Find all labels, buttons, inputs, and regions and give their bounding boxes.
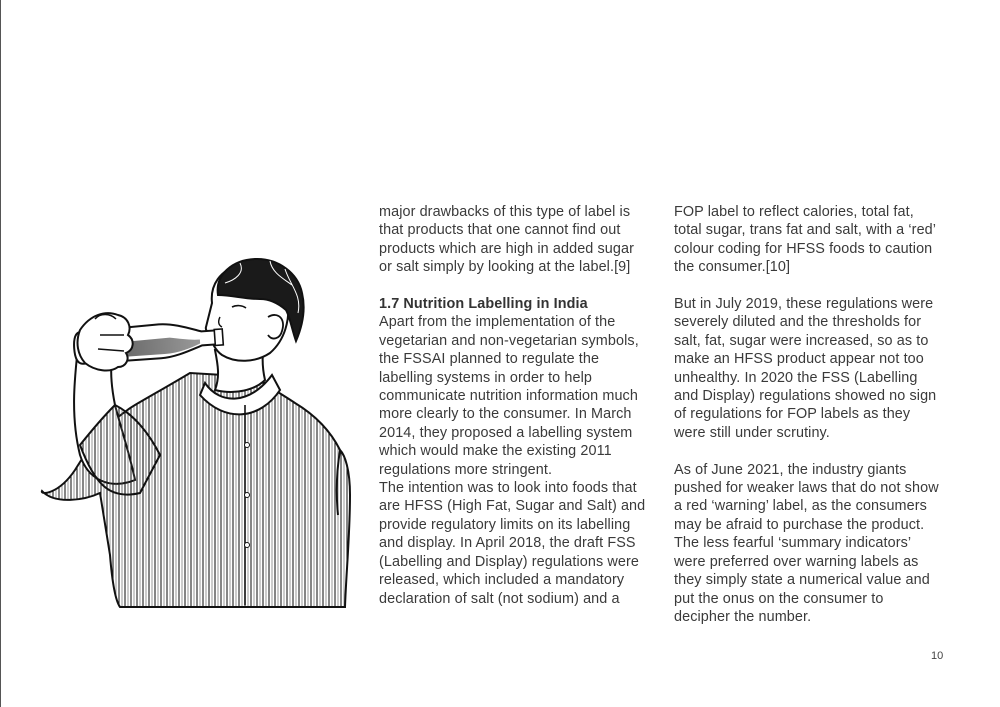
- left-column: [379, 203, 647, 608]
- hand: [78, 313, 133, 370]
- left-para-2: Apart from the implementation of the vegetarian and non-vegetarian symbols, the FSSAI planned to regulate the labelling systems in order to help communicate nutrition information much more clearly to the consumer. In March 2014, they proposed a labelling system which would make the existing 2011 regulations more stringent.: [379, 314, 639, 478]
- right-column: [674, 203, 942, 626]
- section-heading: 1.7 Nutrition Labelling in India: [379, 296, 588, 313]
- right-para-3: As of June 2021, the industry giants pushed for weaker laws that do not show a red ‘warning’ label, as the consumers may be afraid to purchase the product. The less fearful ‘summary indicators’ were preferred over warning labels as they simply state a numerical value and put the onus on the consumer to decipher the number.: [674, 461, 939, 625]
- section-nutrition-labelling: [379, 295, 647, 479]
- left-para-3: The intention was to look into foods that are HFSS (High Fat, Sugar and Salt) and provide regulatory limits on its labelling and display. In April 2018, the draft FSS (Labelling and Display) regulations were released, which included a mandatory declaration of salt (not sodium) and a: [379, 480, 646, 607]
- left-para-1: major drawbacks of this type of label is that products that one cannot find out products which are high in added sugar or salt simply by looking at the label.[9]: [379, 204, 634, 276]
- right-para-1: FOP label to reflect calories, total fat, total sugar, trans fat and salt, with a ‘red’ colour coding for HFSS foods to caution the consumer.[10]: [674, 204, 936, 276]
- right-para-2: But in July 2019, these regulations were severely diluted and the thresholds for salt, fat, sugar were increased, so as to make an HFSS product appear not too unhealthy. In 2020 the FSS (Labelling and Display) regulations showed no sign of regulations for FOP labels as they were still under scrutiny.: [674, 296, 937, 441]
- page-number: 10: [931, 650, 944, 662]
- drinking-man-illustration: [40, 255, 360, 610]
- page-edge: [0, 0, 1, 707]
